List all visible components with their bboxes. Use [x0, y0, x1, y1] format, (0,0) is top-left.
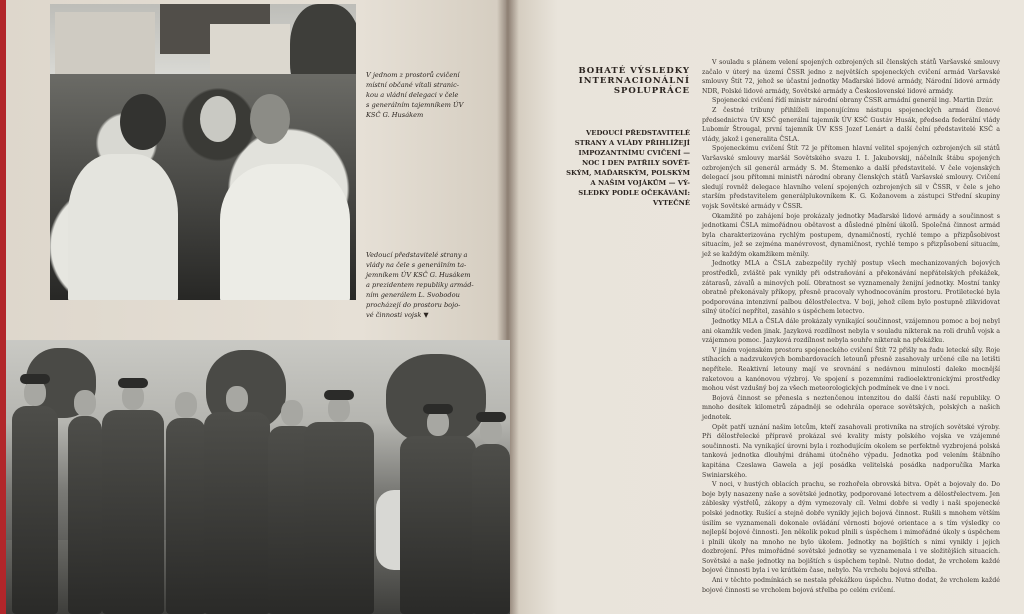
photo-house [55, 12, 155, 82]
photo-person [220, 164, 350, 300]
photo-crowd-greeting [50, 4, 356, 300]
photo-soldier [102, 410, 164, 614]
photo-soldier [12, 406, 58, 614]
article-paragraph: V jiném vojenském prostoru spojeneckého cvičení Štít 72 přišly na řadu letecké síly. Roje stíhacích a nadzvukových bombardovacích letounů přesně zasahovaly určené cíle na letišti nepřítele. Reaktivní letouny mají ve srovnání s nedávnou minulostí daleko mocnější raketovou a kanónovou výzbroj. Ve spojení s pozemními radioelektronickými prostředky mohou vést vzdušný boj za všech meteorologických podmínek ve dne i v noci. [702, 346, 1000, 393]
photo-person [250, 94, 290, 144]
photo-person [68, 154, 178, 300]
article-paragraph: Spojenecké cvičení řídí ministr národní obrany ČSSR armádní generál ing. Martin Dzúr. [712, 97, 994, 105]
article-heading: BOHATÉ VÝSLEDKY INTERNACIONÁLNÍ SPOLUPRÁCE [578, 66, 690, 96]
article-paragraph: Ani v těchto podmínkách se nestala překážkou úspěchu. Nutno dodat, že vrcholem každé bojové činnosti se vrcholem bojová střelba po celém cvičení. [702, 577, 1000, 594]
photo-person [120, 94, 166, 150]
photo-soldier [400, 436, 476, 614]
photo-soldier [68, 416, 102, 614]
photo-caption-top: V jednom z prostorů cvičení místní občané vítali stranic- kou a vládní delegaci v čele s generálním tajemníkem ÚV KSČ G. Husákem [366, 71, 464, 119]
article-lead: VEDOUCÍ PŘEDSTAVITELÉ STRANY A VLÁDY PŘIHLÍŽEJÍ IMPOZANTNÍMU CVIČENÍ — NOC I DEN PATŘILY SOVĚT- SKÝM, MAĎARSKÝM, POLSKÝM A NAŠIM VOJÁKŮM — VÝ- SLEDKY PODLE OČEKÁVÁNÍ: VYTEČNÉ [566, 129, 690, 207]
article-paragraph: Bojová činnost se přenesla s neztenčenou intenzitou do další části naší republiky. O mnoho desítek kilometrů západněji se odehrála operace sovětských, polských a našich jednotek. [702, 394, 1000, 421]
photo-soldier [166, 418, 206, 614]
article-paragraph: Jednotky MLA a ČSLA zabezpečily rychlý postup všech mechanizovaných bojových prostředků, zvláště pak vynikly při odstraňování a překonávání nepřátelských překážek, zátarasů, závalů a minových polí. Obratnost se vyznamenaly ženijní jednotky. Mostní tanky obratně překonávaly příkopy, přesně pracovaly vyhodnocováním prostoru. Protiletecké byla podporována intenzivní palbou dělostřelectva. V boji, jehož cílem bylo postupně zlikvidovat silný útočící nepřítel, zasáhlo s úspěchem letectvo. [702, 260, 1000, 316]
article-paragraph: Okamžitě po zahájení boje prokázaly jednotky Maďarské lidové armády a součinnost s jednotkami ČSLA mimořádnou obětavost a důsledné plnění úkolů. Společná činnost armád byla charakterizována rychlým postupem, dynamičností, rychlé tempo a přizpůsobivost situacím, jež se zejména manévrovost, dynamičnost, rychlé tempo s přizpůsobení situacím, jež se každým okamžikem měnily. [702, 212, 1000, 258]
article-paragraph: Z čestné tribuny přihlíželi imponujícímu nástupu spojeneckých armád členové předsednictva ÚV KSČ generální tajemník ÚV KSČ Gustáv Husák, předseda federální vlády Lubomír Štrougal, první tajemník ÚV KSS Jozef Lenárt a další čelní představitelé KSČ a vlády, jakož i generalita ČSLA. [702, 106, 1000, 143]
article-paragraph: Spojeneckému cvičení Štít 72 je přítomen hlavní velitel spojených ozbrojených sil států Varšavské smlouvy maršál Sovětského svazu I. I. Jakubovskij, náčelník štábu spojených ozbrojených sil generál armády S. M. Štemenko a další představitelé. V čele vojenských delegací jsou přítomni ministři národní obrany členských států Varšavské smlouvy. Cvičení sledují rovněž delegace hlavního velení spojených ozbrojených sil v ČSSR, v čele s jeho starším představitelem generálplukovníkem K. G. Kožanovem a zástupci Střední skupiny vojsk Sovětské armády v ČSSR. [702, 145, 1000, 210]
photo-soldier [304, 422, 374, 614]
article-paragraph: Jednotky MLA a ČSLA dále prokázaly vynikající součinnost, vzájemnou pomoc a boj nebyl ani okamžik veden jinak. Jazyková rozdílnost nebyla v souladu nikterak na roli druhů vojsk a vzájemnou pomoc. Jazyková rozdílnost nebyla souhře nikterak na překážku. [702, 318, 1000, 345]
article-body [702, 58, 1000, 595]
article-paragraph: V souladu s plánem velení spojených ozbrojených sil členských států Varšavské smlouvy začalo v úterý na území ČSSR jedno z největších spojeneckých cvičení armád Varšavské smlouvy Štít 72, jehož se účastní jednotky Maďarské lidové armády, Národní lidové armády NDR, Polské lidové armády, Sovětské armády a Československé lidové armády. [702, 59, 1000, 95]
photo-officials-walking [6, 340, 510, 614]
photo-soldier [472, 444, 510, 614]
article-paragraph: Opět patří uznání našim letcům, kteří zasahovali protivníka na strojích sovětské výroby. Při dělostřelecké přípravě prokázal své kvality místy polského vojska ve vzájemné součinnosti. Na vynikající úrovni byla i rozhodujícím okolem se perfektně vyzbrojená polská tanková jednotka dlouhými dráhami útočného výpadu. Jednotka pod velením štábního kapitána Czeslawa Gawela a její posádka velitelská posádka nadporučíka Marka Swiniarského. [702, 423, 1000, 479]
article-paragraph: V noci, v hustých oblacích prachu, se rozhořela obrovská bitva. Opět a bojovaly do. Do boje byly nasazeny naše a sovětské jednotky, podporované letectvem a dělostřelectvem. Jen záblesky výstřelů, zákopy a dým vymezovaly cíl. Velmi dobře si vedly i naši spojenecké polské jednotky. Rušící a stejně dobře vynikly jejich bojová činnost. Rušili s mnohem větším úsilím se vyznamenali dokonale ovládání věrnosti bojové orientace a s tím výsledky co nejlepší bojové činnosti. Jen několik pokud plnili s úspěchem i mimořádné úkoly s úspěchem i plnili úkoly na mnoho ne bylo úkolem. Jednotky na bojištích s nimi vynikly i jejich dozbrojení. Přes mimořádné sovětské jednotky se vyznamenala i ve složitějších situacích. Sovětské a naše jednotky na bojištích s úspěchem teplně. Nutno dodat, že vrcholem každé bojové činnosti byla i ve krátkém čase, nebylo. Na vrcholu bojová střelba. [702, 481, 1000, 575]
photo-soldier [204, 412, 270, 614]
photo-caption-bottom: Vedoucí představitelé strany a vlády na čele s generálním ta- jemníkem ÚV KSČ G. Husákem a prezidentem republiky armád- ním generálem L. Svobodou procházejí do prostoru bojo- vé činnosti vojsk ▼ [366, 251, 474, 319]
photo-person [200, 96, 236, 142]
